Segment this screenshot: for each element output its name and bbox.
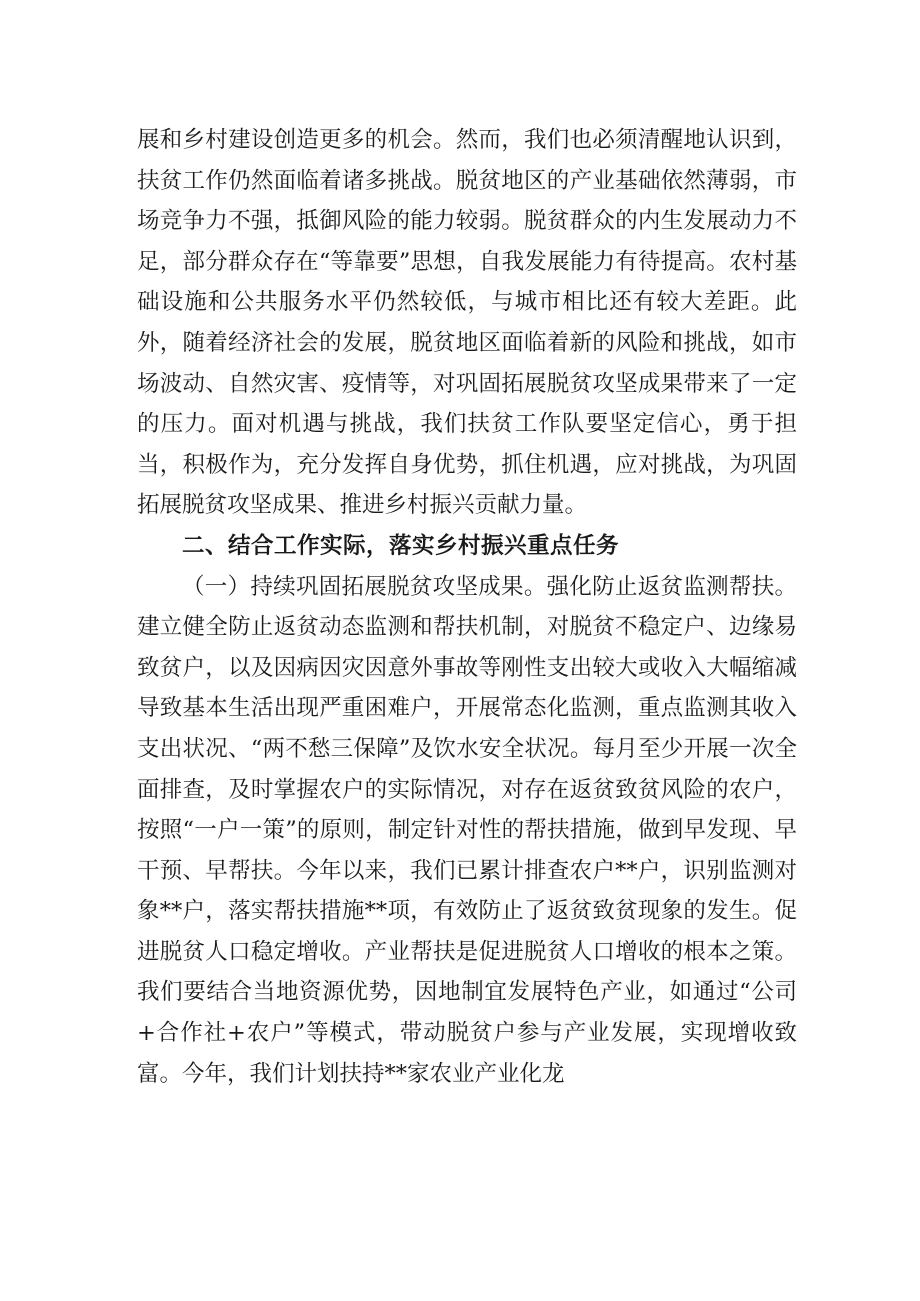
section-heading: 二、结合工作实际，落实乡村振兴重点任务 <box>182 532 620 559</box>
body-paragraph: （一）持续巩固拓展脱贫攻坚成果。强化防止返贫监测帮扶。建立健全防止返贫动态监测和帮扶机制，对脱贫不稳定户、边缘易致贫户，以及因病因灾因意外事故等刚性支出较大或收入大幅缩减导致基本生活出现严重困难户，开展常态化监测，重点监测其收入支出状况、“两不愁三保障”及饮水安全状况。每月至少开展一次全面排查，及时掌握农户的实际情况，对存在返贫致贫风险的农户，按照“一户一策”的原则，制定针对性的帮扶措施，做到早发现、早干预、早帮扶。今年以来，我们已累计排查农户**户，识别监测对象**户，落实帮扶措施**项，有效防止了返贫致贫现象的发生。促进脱贫人口稳定增收。产业帮扶是促进脱贫人口增收的根本之策。我们要结合当地资源优势，因地制宜发展特色产业，如通过“公司+合作社+农户”等模式，带动脱贫户参与产业发展，实现增收致富。今年，我们计划扶持**家农业产业化龙 <box>137 573 797 1087</box>
document-body <box>137 120 797 1094</box>
body-paragraph: 展和乡村建设创造更多的机会。然而，我们也必须清醒地认识到，扶贫工作仍然面临着诸多挑战。脱贫地区的产业基础依然薄弱，市场竞争力不强，抵御风险的能力较弱。脱贫群众的内生发展动力不足，部分群众存在“等靠要”思想，自我发展能力有待提高。农村基础设施和公共服务水平仍然较低，与城市相比还有较大差距。此外，随着经济社会的发展，脱贫地区面临着新的风险和挑战，如市场波动、自然灾害、疫情等，对巩固拓展脱贫攻坚成果带来了一定的压力。面对机遇与挑战，我们扶贫工作队要坚定信心，勇于担当，积极作为，充分发挥自身优势，抓住机遇，应对挑战，为巩固拓展脱贫攻坚成果、推进乡村振兴贡献力量。 <box>137 127 797 519</box>
